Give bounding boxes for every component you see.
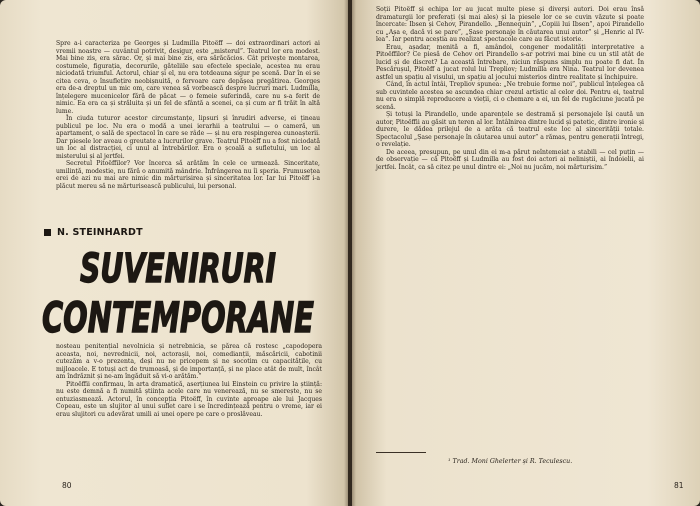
- page-number-right: 81: [674, 481, 684, 490]
- body-paragraph: De aceea, presupun, pe unul din ei m-a părut neîntemeiat a stabili — cel puțin — de observație — că Pitoëff și Ludmilla au fost doi actori ai neliniștii, ai îndoielii, ai jertfei. Încât, ca să citez pe unul dintre ei: „Noi nu jucăm, noi mărturisim.”: [376, 148, 644, 171]
- body-paragraph: Pitoëffii confirmau, în arta dramatică, aserțiunea lui Einstein cu privire la știință: nu este demnă a fi numită știința acele care nu venerează, nu se smerește, nu se entuziasmează. Actorul, în concepția Pitoëff, în cuvinte aproape ale lui Jacques Copeau, este un slujitor al unui suflet care i se încredințează pentru o vreme, iar ei erau slujitori cu adevărat umili ai unei opere pe care o proslăveau.: [56, 380, 322, 418]
- book-gutter: [344, 0, 356, 506]
- author-byline: [44, 227, 143, 238]
- author-name: N. STEINHARDT: [57, 227, 143, 238]
- body-paragraph: nosteau penitențial nevolnicia și netrebnicia, se părea că rostesc „capodopera aceasta, noi, nevrednicii, noi, actorașii, noi, comedianții, măscăricii, cabotinii cutezăm a v-o prezenta, deși nu ne pricepem și ne socotim cu capacitățile, cu mijloacele. E totuși act de trumoasă, și de importanță, și ne place atât de mult, încât am îndrăznit și ne-am îngăduit să vi-o arătăm.”: [56, 343, 322, 380]
- page-number-left: 80: [62, 481, 72, 490]
- left-page: [0, 0, 348, 506]
- body-paragraph: Și totuși la Pirandello, unde aparențele se destramă și personajele își caută un autor, Pitoëffii au găsit un teren al lor. Întâlnirea dintre lucid și patetic, dintre ironie și durere, le dădea prilejul de a arăta că teatrul este loc al sincerității totale. Spectacolul „Șase personaje în căutarea unui autor” a rămas, pentru generații întregi, o revelație.: [376, 111, 644, 148]
- intro-paragraph: Secretul Pitoëffilor? Vor încerca să arătăm în cele ce urmează. Sinceritate, umilință, modestie, nu fără o anumită mândrie. Înfrângerea nu îi speria. Frumusețea erei de azi nu mai are nimic din mărturisirea și sinceritatea lor. Iar lui Pitoëff i-a plăcut mereu să ne mărturisească publicului, lui personal.: [56, 160, 320, 190]
- headline-line-2: CONTEMPORANE: [42, 293, 315, 342]
- intro-paragraph: În ciuda tuturor acestor circumstanțe, lipsuri și înrudiri adverse, ei țineau publicul pe loc. Nu era o modă a unei ierarhii a teatrului — o cameră, un apartament, o sală de spectacol în care se râde — și nu era respingerea cunoașterii. Dar piesele lor aveau o greutate a lucrurilor grave. Teatrul Pitoëff nu a fost niciodată un loc al distracției, ci unul al întrebărilor. Era o școală a sufletului, un loc al misterului și al jertfei.: [56, 115, 320, 160]
- body-paragraph: Soții Pitoëff și echipa lor au jucat multe piese și diverși autori. Doi erau însă dramaturgii lor preferați (și mai ales) și la piesele lor ce se cuvin văzute și poate încercate: Ibsen și Cehov, Pirandello. „Bennequin”, „Copiii lui Ibsen”, apoi Pirandello cu „Așa e, dacă vi se pare”, „Șase personaje în căutarea unui autor” și „Henric al IV-lea”. Iar pentru aceștia au realizat spectacole care au făcut istorie.: [376, 6, 644, 43]
- article-headline: [40, 238, 316, 342]
- intro-paragraph: Spre a-i caracteriza pe Georges și Ludmilla Pitoëff — doi extraordinari actori ai vremii noastre — cuvântul potrivit, desigur, este „misterul”. Teatrul lor era modest. Mai bine zis, era sărac. Or, și mai bine zis, era sărăcăcios. Cât privește montarea, costumele, figurația, decorurile, găteliile sau efectele speciale, acestea nu erau niciodată triumful. Actorul, chiar și el, nu era totdeauna sigur pe scenă. Dar în ei se citea ceva, o însuflețire neobișnuită, o fervoare care depășea pregătirea. Georges era de-a dreptul un mic om, care venea să vorbească despre lucruri mari. Ludmilla, înțelegere mucenicelor fără de păcat — o femeie suferindă, care nu s-a ferit de nimic. Ea era ca și străluita și un fel de sfântă a scenei, ca și cum ar fi trăit în altă lume.: [56, 40, 320, 115]
- body-text-left: [56, 343, 322, 473]
- body-paragraph: Erau, așadar, menită a fi, amândoi, congener modalități interpretative a Pitoëffilor? Ce piesă de Cehov ori Pirandello s-ar potrivi mai bine cu un stil atât de lucid și de discret? La această întrebare, niciun răspuns simplu nu poate fi dat. În Pescărușul, Pitoëff a jucat rolul lui Trepliov; Ludmilla era Nina. Teatrul lor devenea astfel un spațiu al visului, un spațiu al jocului misterios dintre realitate și închipuire.: [376, 43, 644, 81]
- body-text-right: [376, 6, 644, 406]
- headline-graphic: [40, 238, 316, 342]
- footnote: ¹ Trad. Moni Ghelerter și R. Teculescu.: [448, 458, 573, 465]
- body-paragraph: Când, în actul întâi, Trepliov spunea: „Ne trebuie forme noi”, publicul înțelegea că sub cuvintele acestea se ascundea chiar crezul artistic al celor doi. Pentru ei, teatrul nu era o simplă reproducere a vieții, ci o chemare a ei, un fel de rugăciune jucată pe scenă.: [376, 81, 644, 111]
- square-bullet-icon: [44, 229, 51, 236]
- footnote-separator: [376, 452, 426, 453]
- headline-line-1: SUVENIRURI: [80, 246, 277, 292]
- right-page: [352, 0, 700, 506]
- intro-text: [56, 40, 320, 236]
